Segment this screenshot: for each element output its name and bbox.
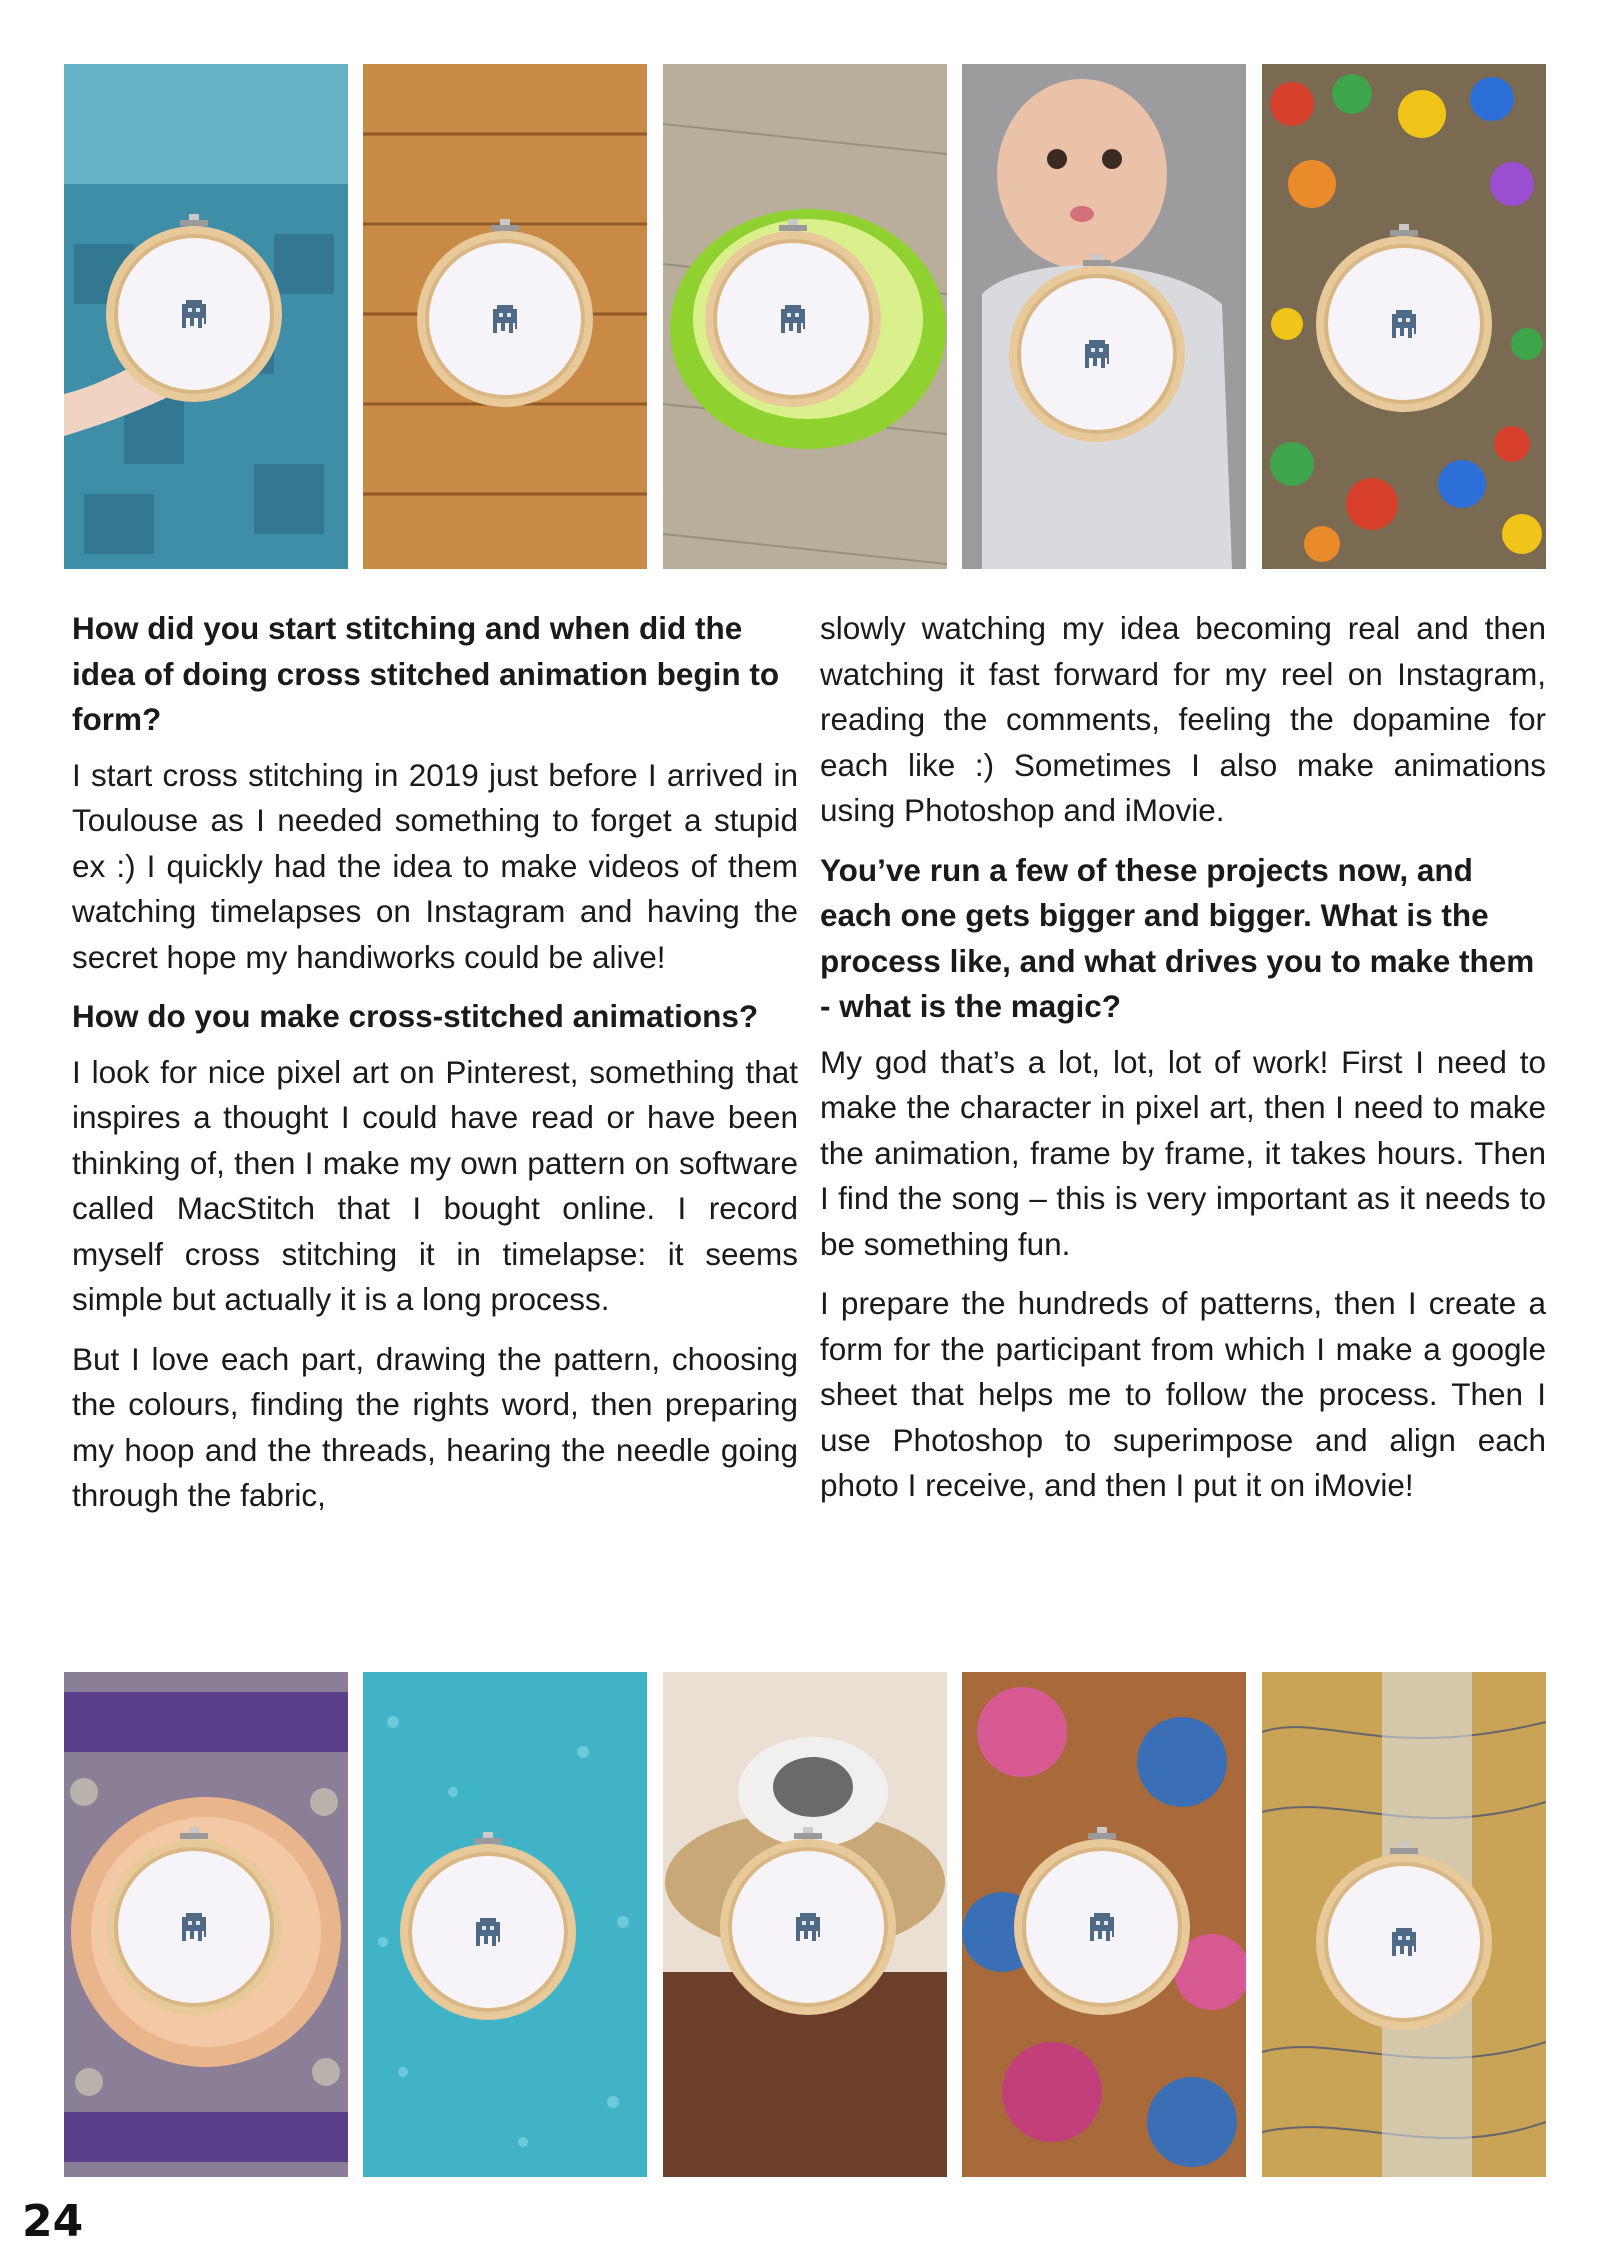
answer-process-work: My god that’s a lot, lot, lot of work! First I need to make the character in pixel art, then I need to make the animation, frame by frame, it takes hours. Then I find the song – this is very important as it needs to be something fun. [820,1043,1546,1262]
photo-hoop-on-wooden-deck [363,64,647,569]
bottom-photo-strip [64,1672,1546,2177]
photo-hoop-on-marbled-paper [1262,1672,1546,2177]
page-number: 24 [22,2196,84,2247]
question-how-make-animations: How do you make cross-stitched animations? [72,998,759,1034]
article-left-column [72,606,798,1533]
photo-hoop-on-green-bowl [663,64,947,569]
question-process-and-magic: You’ve run a few of these projects now, and each one gets bigger and bigger. What is the process like, and what drives you to make them - what is the magic? [820,851,1535,1024]
article-right-column [820,606,1546,1523]
top-photo-strip [64,64,1546,569]
photo-hoop-on-floral-fabric [962,1672,1246,2177]
photo-hoop-on-toy-figures [1262,64,1546,569]
photo-hoop-in-pool [64,64,348,569]
photo-hoop-with-cat [663,1672,947,2177]
answer-love-each-part: But I love each part, drawing the pattern, choosing the colours, finding the rights word, then preparing my hoop and the threads, hearing the needle going through the fabric, [72,1340,798,1513]
answer-love-each-part-continued: slowly watching my idea becoming real and then watching it fast forward for my reel on Instagram, reading the comments, feeling the dopamine for each like :) Sometimes I also make animations using Photoshop and iMovie. [820,610,1546,828]
photo-hoop-on-pebbles [64,1672,348,2177]
answer-start-stitching: I start cross stitching in 2019 just before I arrived in Toulouse as I needed something to forget a stupid ex :) I quickly had the idea to make videos of them watching timelapses on Instagram and having the secret hope my handiworks could be alive! [72,756,798,975]
question-start-stitching: How did you start stitching and when did the idea of doing cross stitched animation begin to form? [72,610,780,737]
photo-hoop-on-blue-glass [363,1672,647,2177]
answer-how-make-animations: I look for nice pixel art on Pinterest, something that inspires a thought I could have read or have been thinking of, then I make my own pattern on software called MacStitch that I bought online. I record myself cross stitching it in timelapse: it seems simple but actually it is a long process. [72,1053,798,1317]
photo-hoop-with-baby [962,64,1246,569]
answer-prepare-patterns: I prepare the hundreds of patterns, then I create a form for the participant from which I make a google sheet that helps me to follow the process. Then I use Photoshop to superimpose and align each photo I receive, and then I put it on iMovie! [820,1285,1546,1503]
